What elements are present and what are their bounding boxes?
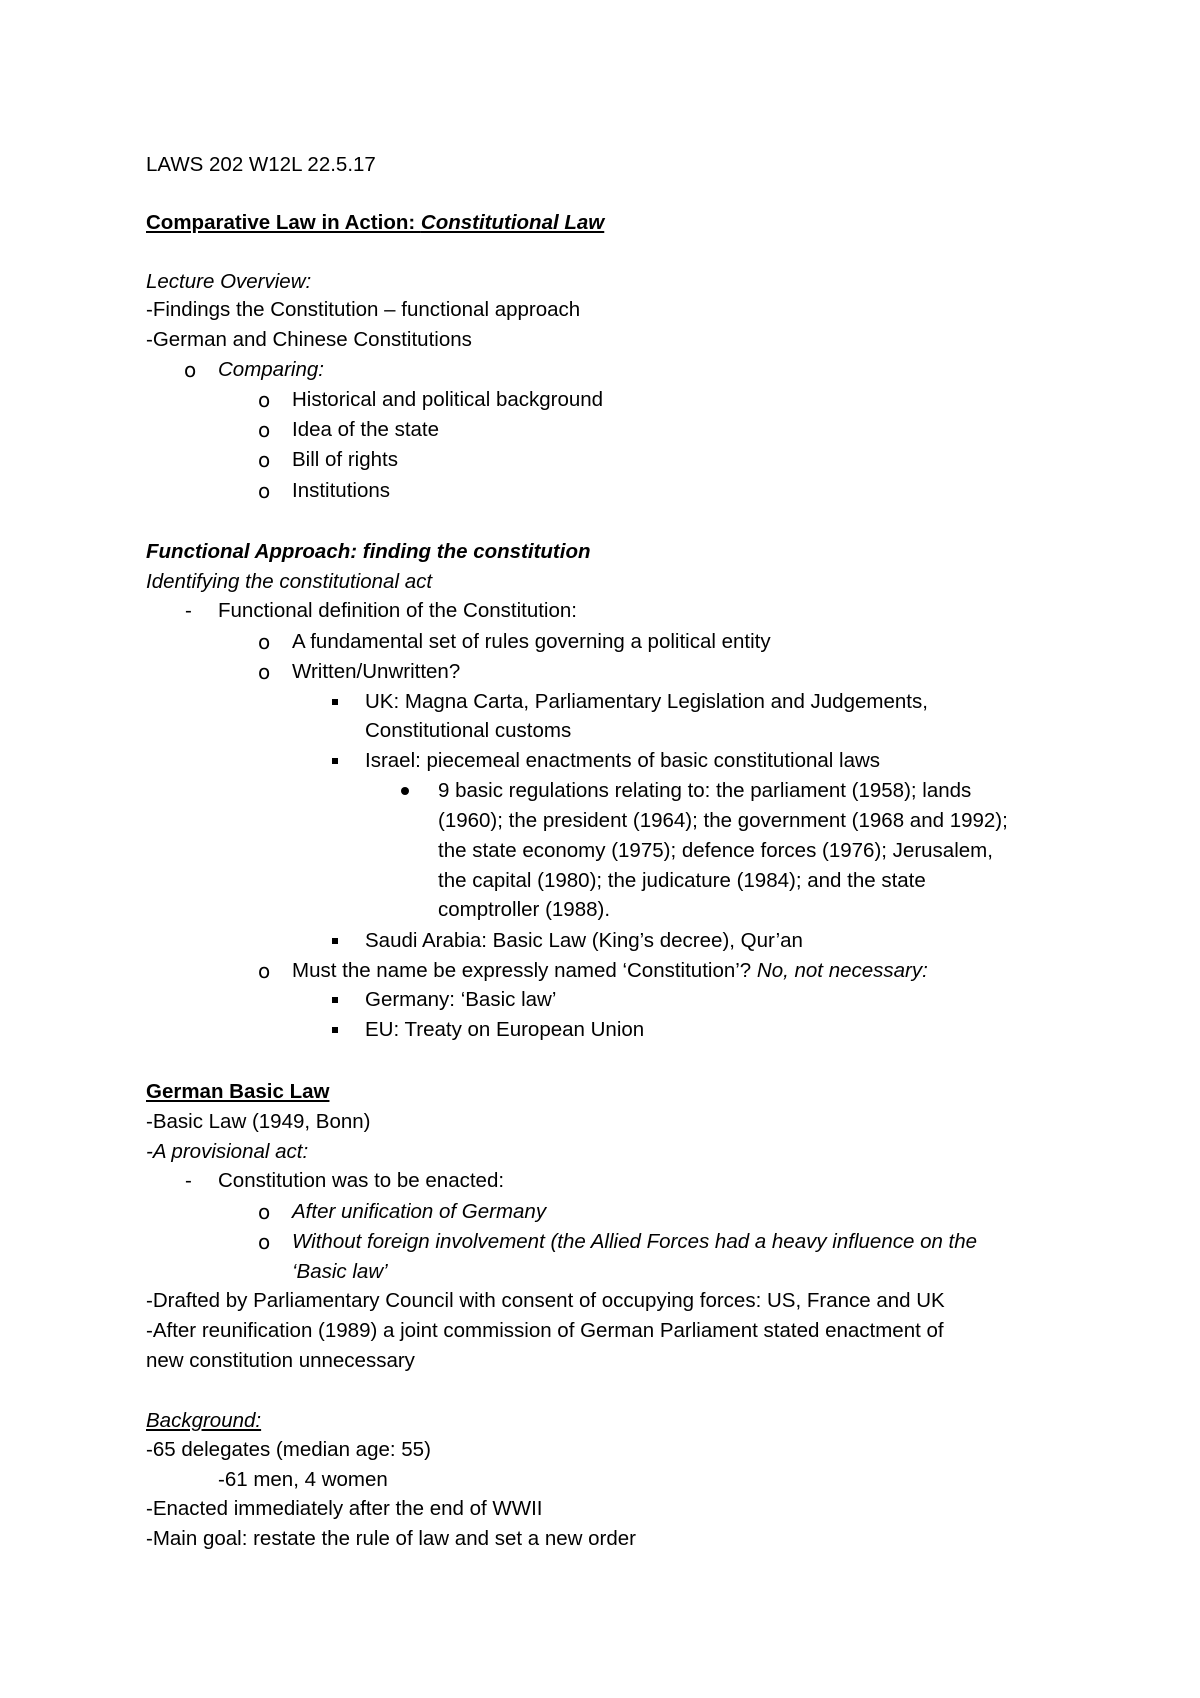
saudi-item: Saudi Arabia: Basic Law (King’s decree), Qur’an	[365, 929, 803, 952]
german-basic-law: -Basic Law (1949, Bonn)	[146, 1110, 371, 1133]
document-title	[146, 211, 604, 235]
background-heading: Background:	[146, 1409, 262, 1432]
eu-item: EU: Treaty on European Union	[365, 1018, 645, 1041]
hollow-bullet-icon: o	[258, 1200, 271, 1224]
filled-bullet-icon	[401, 787, 409, 795]
german-after-unification: After unification of Germany	[292, 1200, 547, 1223]
definition-text: A fundamental set of rules governing a political entity	[292, 630, 771, 653]
overview-item: -Findings the Constitution – functional approach	[146, 298, 581, 321]
comparing-item: Historical and political background	[292, 388, 604, 411]
hollow-bullet-icon: o	[258, 448, 271, 472]
name-question-text: Must the name be expressly named ‘Constitution’?	[292, 959, 757, 982]
comparing-label: Comparing:	[218, 358, 324, 381]
israel-item: Israel: piecemeal enactments of basic constitutional laws	[365, 749, 881, 772]
title-main: Comparative Law in Action:	[146, 211, 421, 234]
name-answer-text: No, not necessary:	[756, 959, 928, 982]
name-question	[292, 959, 928, 983]
hollow-bullet-icon: o	[258, 630, 271, 654]
hollow-bullet-icon: o	[258, 388, 271, 412]
german-without-line: ‘Basic law’	[292, 1260, 388, 1283]
square-bullet-icon	[332, 938, 338, 944]
israel-detail-line: 9 basic regulations relating to: the parliament (1958); lands	[438, 779, 972, 802]
functional-definition-item: Functional definition of the Constitution:	[218, 599, 577, 622]
written-question: Written/Unwritten?	[292, 660, 461, 683]
functional-heading: Functional Approach: finding the constitution	[146, 540, 591, 563]
square-bullet-icon	[332, 699, 338, 705]
dash-bullet-icon: -	[185, 599, 192, 622]
german-heading: German Basic Law	[146, 1080, 330, 1103]
overview-label: Lecture Overview:	[146, 270, 312, 293]
uk-item-line: UK: Magna Carta, Parliamentary Legislation and Judgements,	[365, 690, 928, 713]
hollow-bullet-icon: o	[258, 660, 271, 684]
hollow-bullet-icon: o	[258, 959, 271, 983]
background-line: -61 men, 4 women	[218, 1468, 388, 1491]
hollow-bullet-icon: o	[184, 358, 197, 382]
background-line: -Enacted immediately after the end of WWII	[146, 1497, 543, 1520]
german-without-line: Without foreign involvement (the Allied Forces had a heavy influence on the	[292, 1230, 978, 1253]
overview-item: -German and Chinese Constitutions	[146, 328, 472, 351]
square-bullet-icon	[332, 1027, 338, 1033]
background-line: -65 delegates (median age: 55)	[146, 1438, 431, 1461]
hollow-bullet-icon: o	[258, 479, 271, 503]
document-heading: LAWS 202 W12L 22.5.17	[146, 153, 376, 176]
square-bullet-icon	[332, 758, 338, 764]
hollow-bullet-icon: o	[258, 1230, 271, 1254]
german-reunification-line: new constitution unnecessary	[146, 1349, 415, 1372]
uk-item-line: Constitutional customs	[365, 719, 572, 742]
german-dash-item: Constitution was to be enacted:	[218, 1169, 505, 1192]
background-line: -Main goal: restate the rule of law and set a new order	[146, 1527, 636, 1550]
title-emphasis: Constitutional Law	[420, 211, 605, 234]
israel-detail-line: comptroller (1988).	[438, 898, 611, 921]
comparing-item: Idea of the state	[292, 418, 440, 441]
functional-subheading: Identifying the constitutional act	[146, 570, 433, 593]
hollow-bullet-icon: o	[258, 418, 271, 442]
israel-detail-line: the state economy (1975); defence forces (1976); Jerusalem,	[438, 839, 993, 862]
comparing-item: Bill of rights	[292, 448, 398, 471]
israel-detail-line: (1960); the president (1964); the government (1968 and 1992);	[438, 809, 1008, 832]
german-drafted: -Drafted by Parliamentary Council with consent of occupying forces: US, France and UK	[146, 1289, 945, 1312]
square-bullet-icon	[332, 997, 338, 1003]
german-reunification-line: -After reunification (1989) a joint commission of German Parliament stated enactment of	[146, 1319, 944, 1342]
german-provisional: -A provisional act:	[146, 1140, 309, 1163]
germany-item: Germany: ‘Basic law’	[365, 988, 557, 1011]
comparing-item: Institutions	[292, 479, 390, 502]
israel-detail-line: the capital (1980); the judicature (1984); and the state	[438, 869, 926, 892]
dash-bullet-icon: -	[185, 1169, 192, 1192]
